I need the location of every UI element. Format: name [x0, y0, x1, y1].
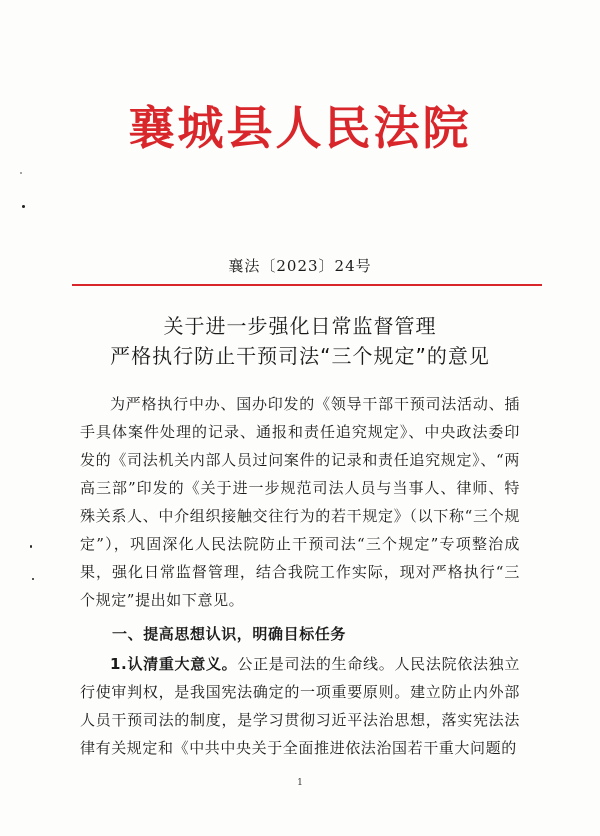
scan-speck — [20, 172, 22, 174]
paragraph-text: 公正是司法的生命线。人民法院依法独立行使审判权，是我国宪法确定的一项重要原则。建立防止内外部人员干预司法的制度，是学习贯彻习近平法治思想，落实宪法法律有关规定和《中共中央关于全面推进依法治国若干重大问题的 — [80, 655, 520, 757]
scan-speck — [22, 205, 25, 208]
header-divider-line — [72, 284, 542, 286]
scan-speck — [32, 578, 34, 580]
document-number: 襄法〔2023〕24号 — [228, 257, 372, 275]
section-heading-1: 一、提高思想认识，明确目标任务 — [112, 625, 347, 643]
scan-speck — [30, 545, 32, 548]
body-paragraph-1 — [80, 650, 520, 762]
document-title-line-1: 关于进一步强化日常监督管理 — [163, 314, 437, 338]
court-name-header: 襄城县人民法院 — [128, 101, 472, 155]
page-number: 1 — [297, 778, 303, 788]
document-title-line-2: 严格执行防止干预司法“三个规定”的意见 — [110, 344, 490, 368]
paragraph-lead-phrase: 1.认清重大意义。 — [110, 655, 238, 673]
body-paragraph-intro: 为严格执行中办、国办印发的《领导干部干预司法活动、插手具体案件处理的记录、通报和责任追究规定》、中央政法委印发的《司法机关内部人员过问案件的记录和责任追究规定》、“两高三部”印发的《关于进一步规范司法人员与当事人、律师、特殊关系人、中介组织接触交往行为的若干规定》（以下称“三个规定”），巩固深化人民法院防止干预司法“三个规定”专项整治成果，强化日常监督管理，结合我院工作实际，现对严格执行“三个规定”提出如下意见。 — [80, 395, 520, 609]
